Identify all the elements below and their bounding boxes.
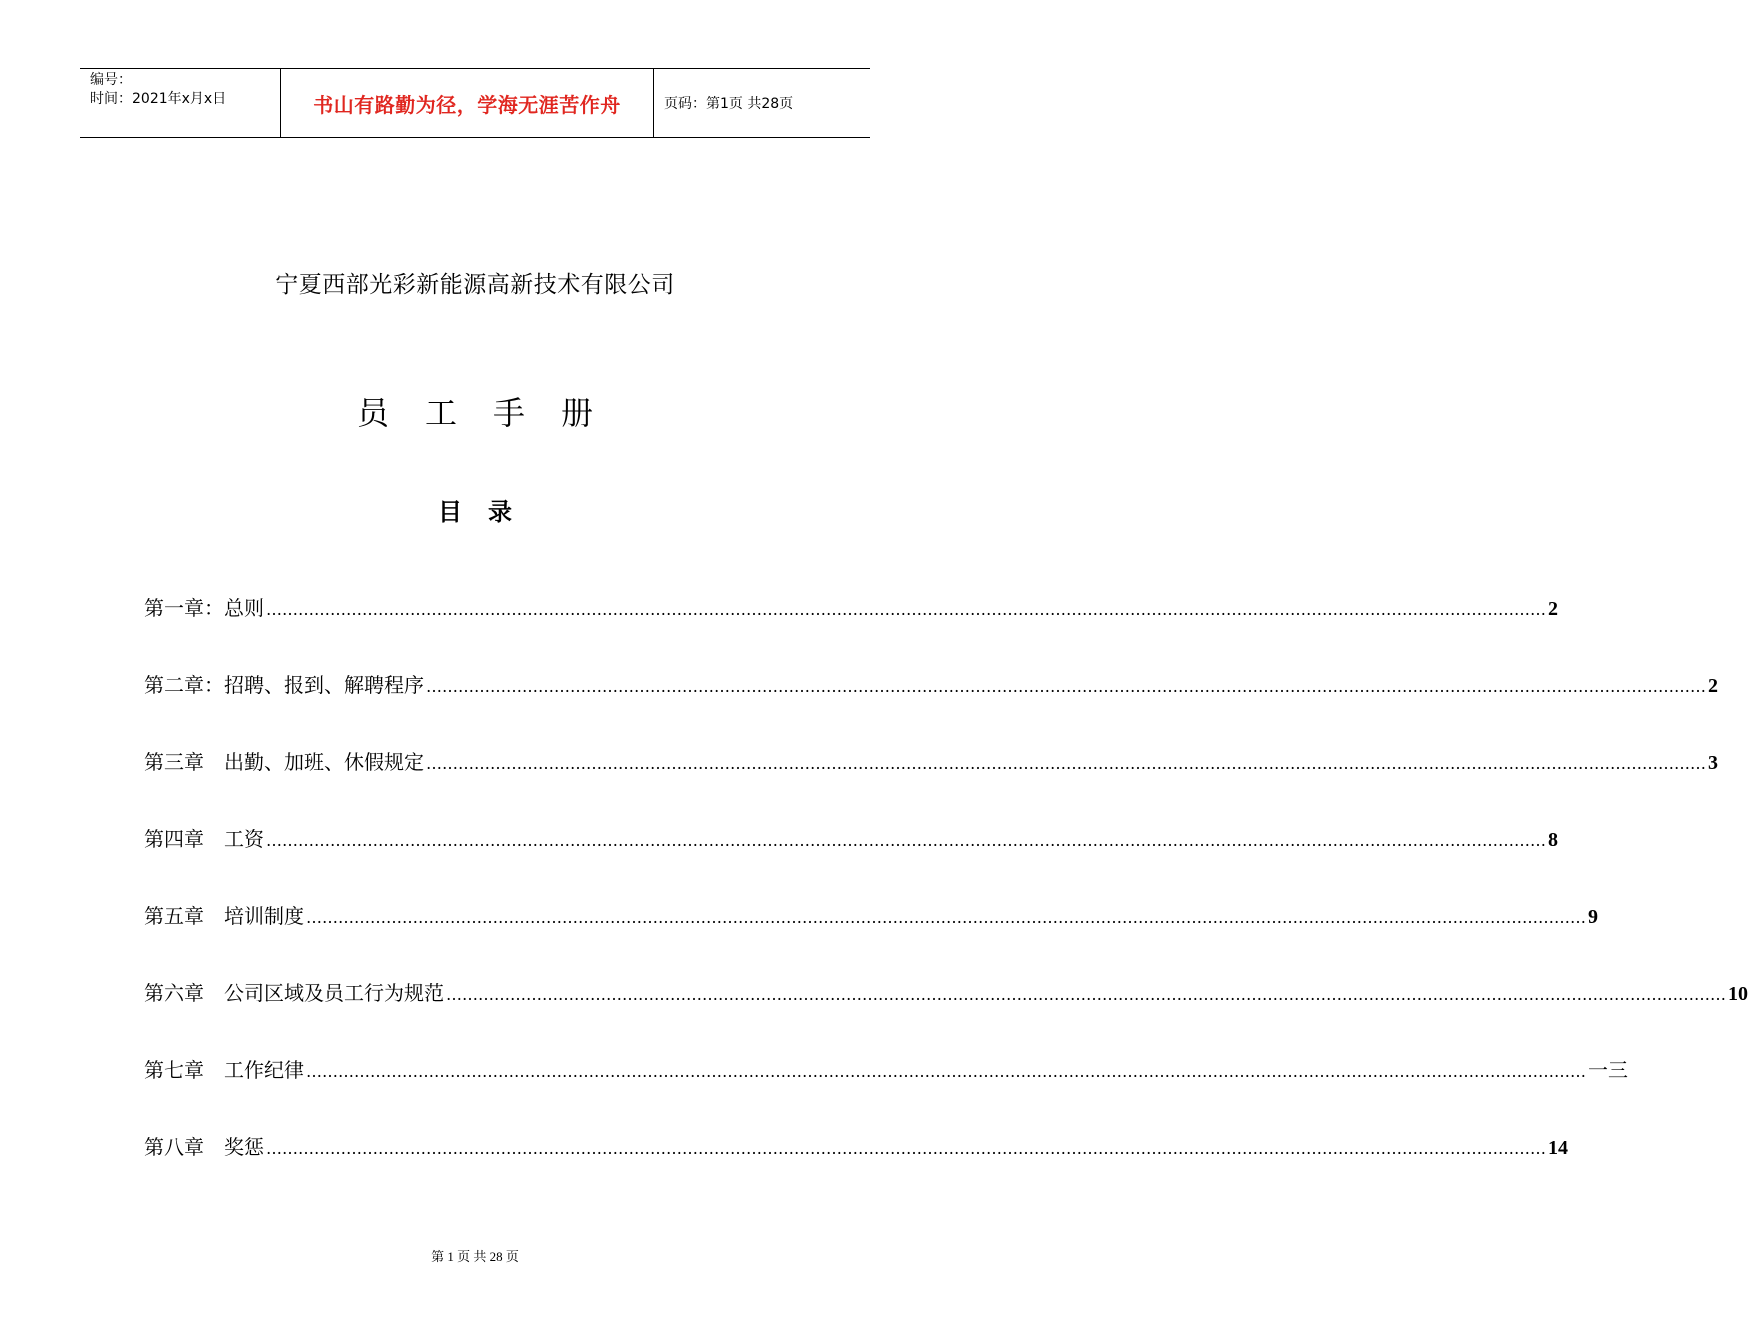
toc-entry-page: 9 (1588, 906, 1598, 928)
toc-entry-label: 第七章 工作纪律 (144, 1058, 304, 1082)
toc-entry-2[interactable] (144, 669, 1718, 699)
toc-entry-label: 第八章 奖惩 (144, 1135, 264, 1159)
toc-entry-page: 10 (1728, 983, 1748, 1005)
toc-entry-label: 第二章：招聘、报到、解聘程序 (144, 673, 424, 697)
toc-entry-7[interactable] (144, 1054, 1628, 1084)
toc-entry-3[interactable] (144, 746, 1718, 776)
toc-entry-label: 第三章 出勤、加班、休假规定 (144, 750, 424, 774)
toc-leader-dots: …………………………………………………………………………………………………………………………………………………………………………………………………………………… (266, 831, 1546, 850)
header-page-info: 页码：第1页 共28页 (664, 96, 794, 112)
page-footer: 第 1 页 共 28 页 (431, 1249, 519, 1264)
toc-entry-label: 第四章 工资 (144, 827, 264, 851)
toc-entry-8[interactable] (144, 1131, 1568, 1161)
toc-leader-dots: …………………………………………………………………………………………………………………………………………………………………………………………………………………… (446, 985, 1726, 1004)
toc-entry-page: 2 (1548, 598, 1558, 620)
toc-entry-page: 一三 (1588, 1058, 1628, 1082)
toc-leader-dots: …………………………………………………………………………………………………………………………………………………………………………………………………………………… (426, 754, 1706, 773)
toc-entry-5[interactable] (144, 900, 1598, 930)
document-title: 员工手册 (356, 394, 629, 432)
toc-entry-label: 第六章 公司区域及员工行为规范 (144, 981, 444, 1005)
toc-entry-page: 2 (1708, 675, 1718, 697)
toc-leader-dots: …………………………………………………………………………………………………………………………………………………………………………………………………………………… (306, 1062, 1586, 1081)
date-label: 时间：2021年x月x日 (90, 91, 227, 107)
page-header (80, 68, 870, 138)
toc-entry-6[interactable] (144, 977, 1748, 1007)
toc-entry-4[interactable] (144, 823, 1558, 853)
header-meta (80, 69, 281, 137)
toc-leader-dots: …………………………………………………………………………………………………………………………………………………………………………………………………………………… (266, 600, 1546, 619)
number-label: 编号： (90, 72, 132, 88)
toc-entry-label: 第一章：总则 (144, 596, 264, 620)
toc-leader-dots: …………………………………………………………………………………………………………………………………………………………………………………………………………………… (266, 1139, 1546, 1158)
toc-leader-dots: …………………………………………………………………………………………………………………………………………………………………………………………………………………… (426, 677, 1706, 696)
toc-entry-page: 8 (1548, 829, 1558, 851)
header-motto: 书山有路勤为径，学海无涯苦作舟 (281, 69, 654, 137)
toc-entry-page: 3 (1708, 752, 1718, 774)
toc-title: 目录 (438, 498, 538, 526)
toc-entry-page: 14 (1548, 1137, 1568, 1159)
toc-entry-label: 第五章 培训制度 (144, 904, 304, 928)
toc-entry-1[interactable] (144, 592, 1558, 622)
company-name: 宁夏西部光彩新能源高新技术有限公司 (275, 272, 675, 298)
toc-leader-dots: …………………………………………………………………………………………………………………………………………………………………………………………………………………… (306, 908, 1586, 927)
